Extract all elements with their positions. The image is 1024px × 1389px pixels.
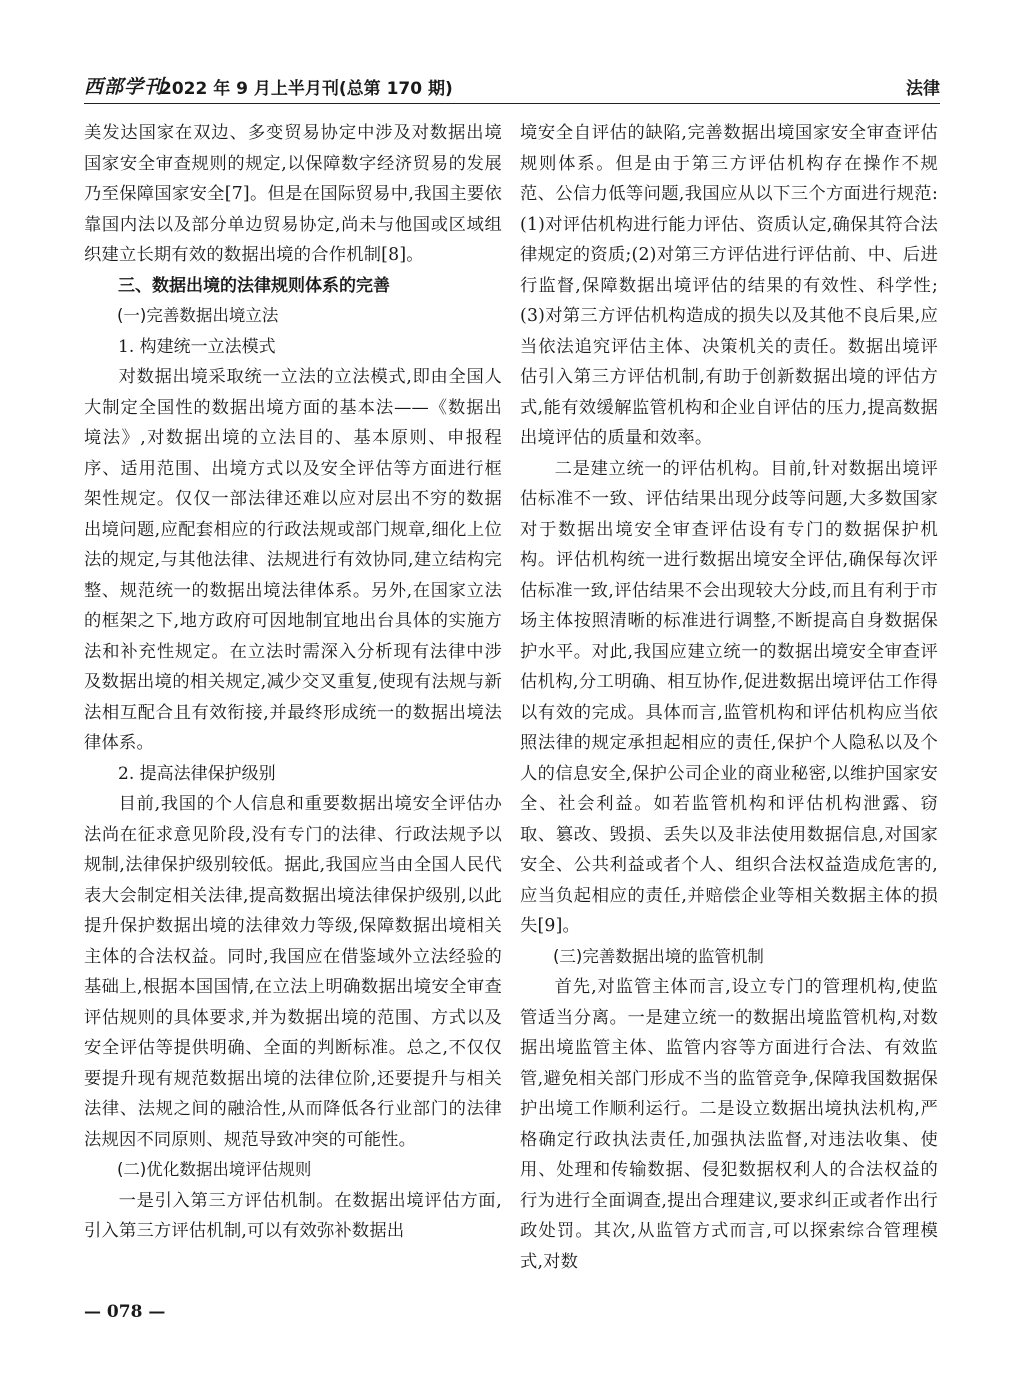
subsection-heading: (一)完善数据出境立法 (117, 306, 279, 325)
paragraph: 首先,对监管主体而言,设立专门的管理机构,使监管适当分离。一是建立统一的数据出境监管机构,对数据出境监管主体、监管内容等方面进行合法、有效监管,避免相关部门形成不当的监管竞争,保障我国数据保护出境工作顺利运行。二是设立数据出境执法机构,严格确定行政执法责任,加强执法监督,对违法收集、使用、处理和传输数据、侵犯数据权利人的合法权益的行为进行全面调查,提出合理建议,要求纠正或者作出行政处罚。其次,从监管方式而言,可以探索综合管理模式,对数 (520, 977, 938, 1272)
paragraph: 一是引入第三方评估机制。在数据出境评估方面,引入第三方评估机制,可以有效弥补数据出 (84, 1190, 502, 1241)
item-heading: 2. 提高法律保护级别 (118, 763, 276, 784)
section-heading: 三、数据出境的法律规则体系的完善 (118, 275, 390, 296)
header-rule (84, 103, 940, 104)
right-column (520, 118, 938, 1277)
item-heading: 1. 构建统一立法模式 (118, 336, 276, 357)
subsection-heading: (二)优化数据出境评估规则 (117, 1160, 312, 1179)
subsection-heading: (三)完善数据出境的监管机制 (553, 946, 764, 966)
paragraph: 境安全自评估的缺陷,完善数据出境国家安全审查评估规则体系。但是由于第三方评估机构存在操作不规范、公信力低等问题,我国应从以下三个方面进行规范:(1)对评估机构进行能力评估、资质认定,确保其符合法律规定的资质;(2)对第三方评估进行评估前、中、后进行监督,保障数据出境评估的结果的有效性、科学性;(3)对第三方评估机构造成的损失以及其他不良后果,应当依法追究评估主体、决策机关的责任。数据出境评估引入第三方评估机制,有助于创新数据出境的评估方式,能有效缓解监管机构和企业自评估的压力,提高数据出境评估的质量和效率。 (520, 123, 938, 448)
page-header (84, 66, 940, 104)
page-number: — 078 — (84, 1302, 166, 1322)
left-column (84, 118, 502, 1247)
paragraph: 目前,我国的个人信息和重要数据出境安全评估办法尚在征求意见阶段,没有专门的法律、行政法规予以规制,法律保护级别较低。据此,我国应当由全国人民代表大会制定相关法律,提高数据出境法律保护级别,以此提升保护数据出境的法律效力等级,保障数据出境相关主体的合法权益。同时,我国应在借鉴域外立法经验的基础上,根据本国国情,在立法上明确数据出境安全审查评估规则的具体要求,并为数据出境的范围、方式以及安全评估等提供明确、全面的判断标准。总之,不仅仅要提升现有规范数据出境的法律位阶,还要提升与相关法律、法规之间的融洽性,从而降低各行业部门的法律法规因不同原则、规范导致冲突的可能性。 (84, 794, 502, 1150)
paragraph: 美发达国家在双边、多变贸易协定中涉及对数据出境国家安全审查规则的规定,以保障数字经济贸易的发展乃至保障国家安全[7]。但是在国际贸易中,我国主要依靠国内法以及部分单边贸易协定,尚未与他国或区域组织建立长期有效的数据出境的合作机制[8]。 (84, 123, 502, 265)
paragraph: 二是建立统一的评估机构。目前,针对数据出境评估标准不一致、评估结果出现分歧等问题,大多数国家对于数据出境安全审查评估设有专门的数据保护机构。评估机构统一进行数据出境安全评估,确保每次评估标准一致,评估结果不会出现较大分歧,而且有利于市场主体按照清晰的标准进行调整,不断提高自身数据保护水平。对此,我国应建立统一的数据出境安全审查评估机构,分工明确、相互协作,促进数据出境评估工作得以有效的完成。具体而言,监管机构和评估机构应当依照法律的规定承担起相应的责任,保护个人隐私以及个人的信息安全,保护公司企业的商业秘密,以维护国家安全、社会利益。如若监管机构和评估机构泄露、窃取、篡改、毁损、丢失以及非法使用数据信息,对国家安全、公共利益或者个人、组织合法权益造成危害的,应当负起相应的责任,并赔偿企业等相关数据主体的损失[9]。 (520, 458, 938, 936)
paragraph: 对数据出境采取统一立法的立法模式,即由全国人大制定全国性的数据出境方面的基本法——《数据出境法》,对数据出境的立法目的、基本原则、申报程序、适用范围、出境方式以及安全评估等方面进行框架性规定。仅仅一部法律还难以应对层出不穷的数据出境问题,应配套相应的行政法规或部门规章,细化上位法的规定,与其他法律、法规进行有效协同,建立结构完整、规范统一的数据出境法律体系。另外,在国家立法的框架之下,地方政府可因地制宜地出台具体的实施方法和补充性规定。在立法时需深入分析现有法律中涉及数据出境的相关规定,减少交叉重复,使现有法规与新法相互配合且有效衔接,并最终形成统一的数据出境法律体系。 (84, 367, 502, 753)
journal-logo: 西部学刊 (84, 76, 165, 98)
journal-issue: 2022 年 9 月上半月刊(总第 170 期) (160, 79, 453, 99)
section-name: 法律 (906, 79, 940, 99)
